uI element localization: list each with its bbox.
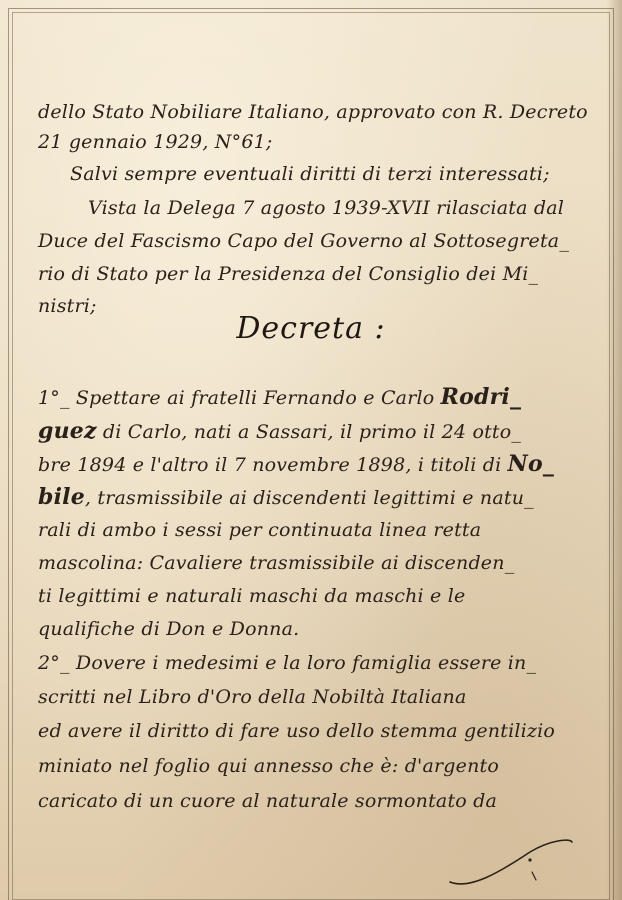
article1-line-8: qualifiche di Don e Donna. [38, 618, 300, 640]
article1-line-2-text: di Carlo, nati a Sassari, il primo il 24 otto_ [96, 421, 522, 443]
surname-part-2: guez [38, 418, 97, 444]
article2-line-1: 2°_ Dovere i medesimi e la loro famiglia essere in_ [38, 652, 537, 674]
title-part-2: bile [38, 484, 85, 510]
surname-part-1: Rodri_ [440, 384, 522, 410]
text-line-6: rio di Stato per la Presidenza del Consiglio dei Mi_ [38, 263, 539, 285]
article1-line-3 [38, 452, 554, 477]
article2-line-3: ed avere il diritto di fare uso dello stemma gentilizio [38, 720, 556, 742]
pen-flourish-icon [440, 832, 580, 892]
text-line-3: Salvi sempre eventuali diritti di terzi interessati; [70, 163, 550, 185]
text-line-4: Vista la Delega 7 agosto 1939-XVII rilasciata dal [88, 197, 565, 219]
article1-line-7: ti legittimi e naturali maschi da maschi e le [38, 585, 466, 607]
article1-line-4-text: , trasmissibile ai discendenti legittimi e natu_ [84, 487, 534, 509]
article1-line-3-text: bre 1894 e l'altro il 7 novembre 1898, i titoli di [38, 454, 508, 476]
text-line-2: 21 gennaio 1929, N°61; [38, 131, 273, 153]
article1-line-5: rali di ambo i sessi per continuata linea retta [38, 519, 482, 541]
text-line-1: dello Stato Nobiliare Italiano, approvato con R. Decreto [38, 101, 588, 123]
article2-line-2: scritti nel Libro d'Oro della Nobiltà Italiana [38, 686, 467, 708]
article1-line-1-text: 1°_ Spettare ai fratelli Fernando e Carlo [38, 387, 441, 409]
article2-line-5: caricato di un cuore al naturale sormontato da [38, 790, 498, 812]
article1-line-4 [38, 485, 534, 510]
decree-heading: Decreta : [236, 311, 386, 346]
text-line-5: Duce del Fascismo Capo del Governo al Sottosegreta_ [38, 230, 570, 252]
title-part-1: No_ [507, 451, 555, 477]
article1-line-2 [38, 419, 521, 444]
article1-line-1 [38, 385, 521, 410]
text-line-7: nistri; [38, 295, 97, 317]
article2-line-4: miniato nel foglio qui annesso che è: d'argento [38, 755, 500, 777]
article1-line-6: mascolina: Cavaliere trasmissibile ai discenden_ [38, 552, 515, 574]
